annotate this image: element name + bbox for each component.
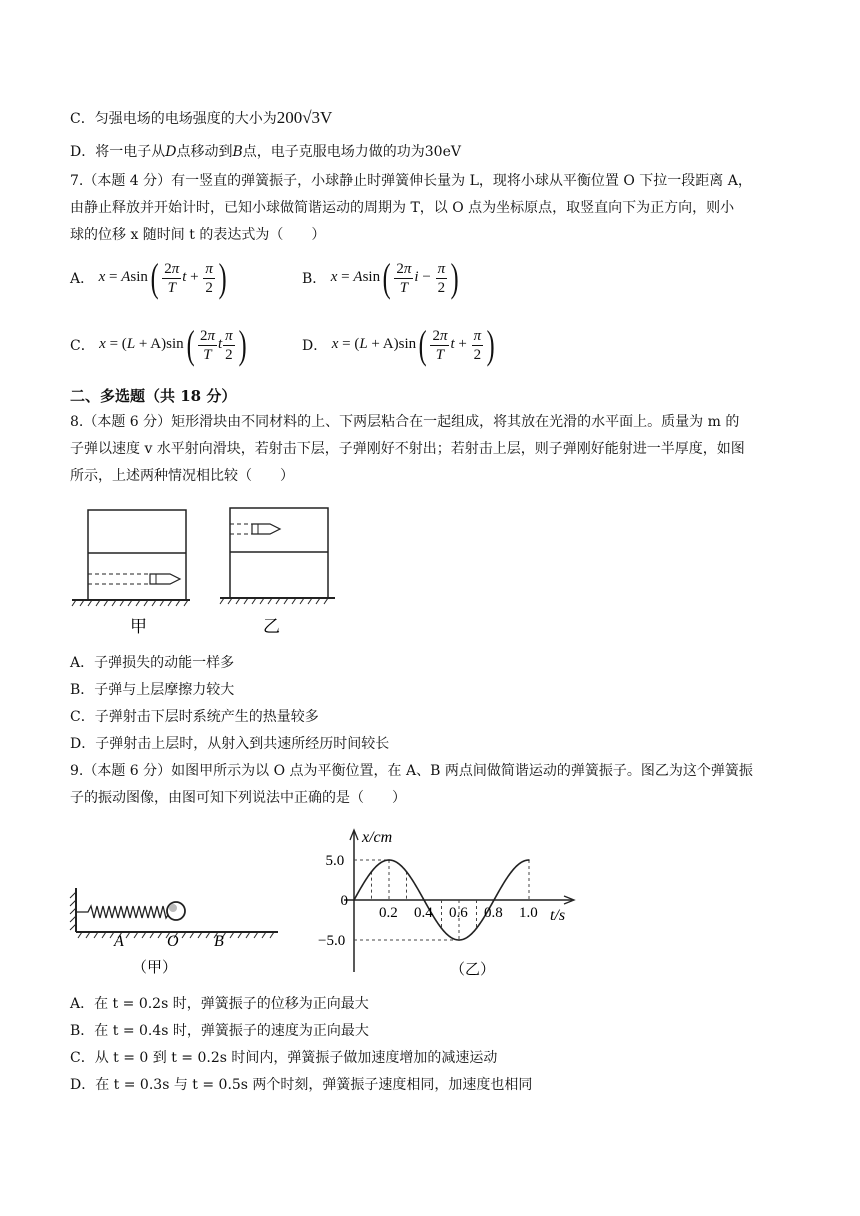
q8-stem-line1: 8.（本题 6 分）矩形滑块由不同材料的上、下两层粘合在一起组成，将其放在光滑的水平面上。质量为 m 的 xyxy=(70,414,740,430)
q9-option-d: D．在 t = 0.3s 与 t = 0.5s 两个时刻，弹簧振子速度相同，加速度也相同 xyxy=(70,1077,533,1093)
q6-option-d-point-b: B xyxy=(232,144,243,160)
q7-option-d-formula: x = (L + A)sin( $\frac{2\pi}{T}$ t + $\frac{\pi}{2}$ ) xyxy=(331,322,495,367)
q9-option-a: A．在 t = 0.2s 时，弹簧振子的位移为正向最大 xyxy=(70,996,369,1012)
q7-stem-line2: 由静止释放并开始计时，已知小球做简谐运动的周期为 T，以 O 点为坐标原点，取竖直向下为正方向，则小 xyxy=(70,200,735,216)
q8-stem-line2: 子弹以速度 v 水平射向滑块，若射击下层，子弹刚好不射出；若射击上层，则子弹刚好能射进一半厚度，如图 xyxy=(70,441,745,457)
q8-option-c: C．子弹射击下层时系统产生的热量较多 xyxy=(70,709,319,725)
x-axis-label: t/s xyxy=(550,907,566,924)
q7-option-a-formula: x = Asin( $\frac{2\pi}{T}$ t + $\frac{\pi}{2}$ ) xyxy=(98,255,227,300)
data-point xyxy=(441,928,443,930)
x-tick-label: 0.4 xyxy=(414,905,433,921)
q7-option-a xyxy=(70,255,229,300)
data-point xyxy=(458,939,460,941)
q6-option-d-mid: 点移动到 xyxy=(176,144,233,160)
data-point xyxy=(528,859,530,861)
x-tick-label: 0.6 xyxy=(449,905,468,921)
q8-figure-yi xyxy=(220,508,335,604)
q8-figure-yi-label: 乙 xyxy=(263,617,280,636)
q6-option-d-post: 点，电子克服电场力做的功为30eV xyxy=(242,144,461,160)
q7-stem-line1: 7.（本题 4 分）有一竖直的弹簧振子，小球静止时弹簧伸长量为 L，现将小球从平衡位置 O 下拉一段距离 A， xyxy=(70,173,752,189)
q6-option-c-value: 200√3V xyxy=(276,108,333,127)
data-point xyxy=(388,859,390,861)
q9-stem-line1: 9.（本题 6 分）如图甲所示为以 O 点为平衡位置，在 A、B 两点间做简谐运动的弹簧振子。图乙为这个弹簧振 xyxy=(70,763,753,779)
q6-option-d-point-d: D xyxy=(165,144,177,160)
q6-option-d-pre: D．将一电子从 xyxy=(70,144,166,160)
q9-stem-line2: 子的振动图像，由图可知下列说法中正确的是（ ） xyxy=(70,790,406,806)
data-point xyxy=(371,871,373,873)
q8-stem-line3: 所示，上述两种情况相比较（ ） xyxy=(70,468,294,484)
q7-option-a-label: A． xyxy=(70,271,95,287)
q8-option-d: D．子弹射击上层时，从射入到共速所经历时间较长 xyxy=(70,736,390,752)
y-tick-label: 0 xyxy=(340,893,348,909)
label-o: O xyxy=(167,933,179,950)
x-tick-label: 0.8 xyxy=(484,905,503,921)
y-axis-label: x/cm xyxy=(362,829,393,846)
q6-option-c-text: C．匀强电场的电场强度的大小为 xyxy=(70,111,277,127)
q7-option-d-label: D． xyxy=(302,338,328,354)
q9-figure-jia-caption: （甲） xyxy=(132,960,178,976)
q8-figure xyxy=(70,500,360,645)
section-heading: 二、多选题（共 18 分） xyxy=(70,387,237,405)
label-b: B xyxy=(214,933,224,950)
q8-option-a: A．子弹损失的动能一样多 xyxy=(70,655,235,671)
q7-stem-line3: 球的位移 x 随时间 t 的表达式为（ ） xyxy=(70,227,326,243)
q9-option-c: C．从 t = 0 到 t = 0.2s 时间内，弹簧振子做加速度增加的减速运动 xyxy=(70,1050,498,1066)
oscillator-ball xyxy=(167,902,185,920)
data-point xyxy=(511,871,513,873)
q7-option-b-label: B． xyxy=(302,271,327,287)
q6-option-c xyxy=(70,107,332,130)
q7-option-d xyxy=(302,322,497,367)
y-tick-label: 5.0 xyxy=(325,853,345,869)
q9-figure-jia xyxy=(68,880,283,980)
q9-figure-yi-caption: （乙） xyxy=(450,962,496,978)
x-tick-label: 0.2 xyxy=(379,905,398,921)
data-point xyxy=(493,899,495,901)
q9-vibration-graph xyxy=(310,822,590,982)
q8-option-b: B．子弹与上层摩擦力较大 xyxy=(70,682,235,698)
y-tick-label: −5.0 xyxy=(318,933,346,949)
q7-option-c-formula: x = (L + A)sin( $\frac{2\pi}{T}$ t $\frac{\pi}{2}$ ) xyxy=(99,322,247,367)
q7-option-c-label: C． xyxy=(70,338,95,354)
q8-figure-jia xyxy=(72,510,190,606)
x-tick-label: 1.0 xyxy=(519,905,538,921)
q7-option-b xyxy=(302,255,461,300)
q9-option-b: B．在 t = 0.4s 时，弹簧振子的速度为正向最大 xyxy=(70,1023,369,1039)
q7-option-b-formula: x = Asin( $\frac{2\pi}{T}$ i − $\frac{\pi}{2}$ ) xyxy=(330,255,459,300)
q7-option-c xyxy=(70,322,249,367)
data-point xyxy=(406,871,408,873)
label-a: A xyxy=(114,933,124,950)
data-point xyxy=(423,899,425,901)
data-point xyxy=(476,928,478,930)
q8-figure-jia-label: 甲 xyxy=(130,617,147,636)
data-point xyxy=(353,899,355,901)
q6-option-d xyxy=(70,141,461,163)
spring xyxy=(76,906,174,918)
